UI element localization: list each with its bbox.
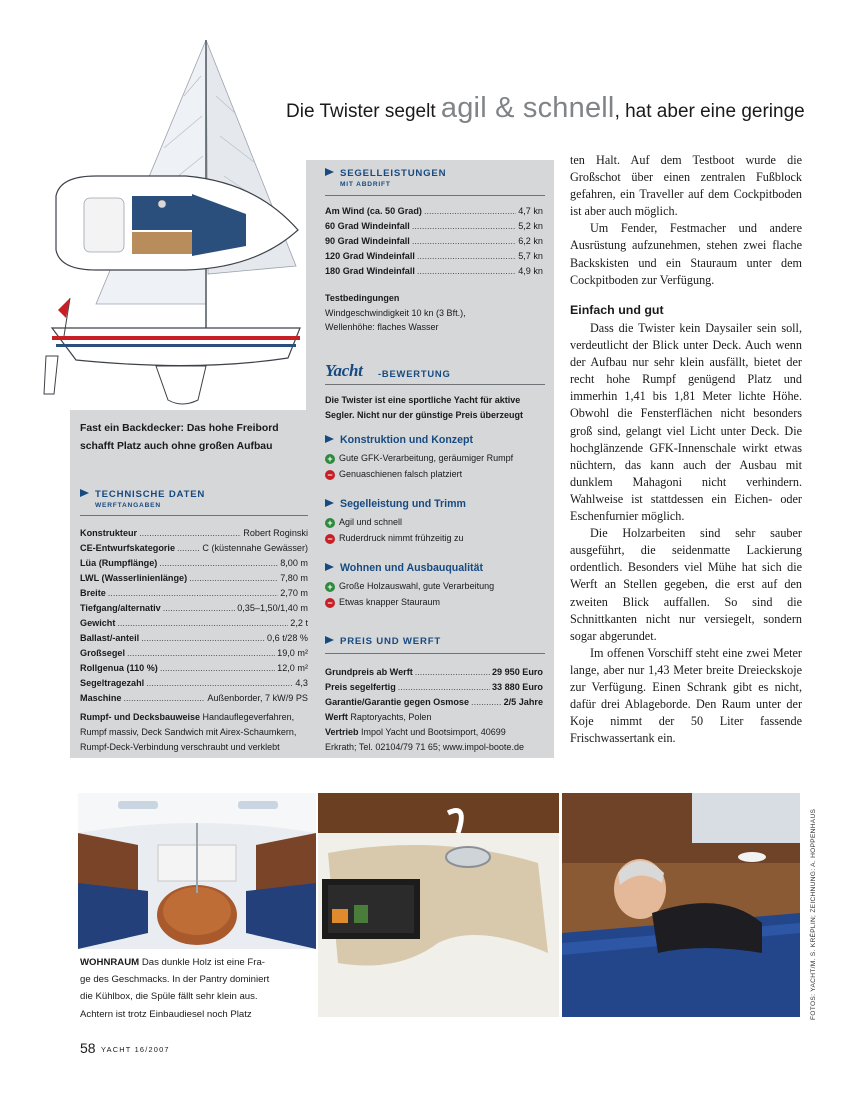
spec-label: Segeltragezahl xyxy=(80,678,145,688)
triangle-icon xyxy=(325,168,334,176)
spec-row xyxy=(80,556,308,571)
leader-dots xyxy=(417,249,516,264)
photo-caption-line4: Achtern ist trotz Einbaudiesel noch Platz xyxy=(80,1008,252,1020)
category-title: Konstruktion und Konzept xyxy=(340,434,473,446)
sailing-title: SEGELLEISTUNGEN xyxy=(340,168,447,179)
spec-value: 5,2 kn xyxy=(518,221,543,231)
rudder xyxy=(44,356,58,394)
leader-dots xyxy=(139,526,241,541)
spec-label: Am Wind (ca. 50 Grad) xyxy=(325,206,422,216)
con-text: Etwas knapper Stauraum xyxy=(339,597,441,607)
body-column-bottom xyxy=(570,320,802,747)
photo-credit: FOTOS: YACHT/M. S. KRÉPLIN; ZEICHNUNG: A. HOPPENHAUS xyxy=(810,808,817,1020)
paragraph: ten Halt. Auf dem Testboot wurde die Großschot über einen zentralen Fußblock gefahren, ein Traveller auf dem Cockpitboden ist aber auch möglich. xyxy=(570,153,802,219)
price-list xyxy=(325,665,543,710)
price-title: PREIS UND WERFT xyxy=(340,636,442,647)
pro-text: Gute GFK-Verarbeitung, geräumiger Rumpf xyxy=(339,453,514,463)
leader-dots xyxy=(159,556,278,571)
triangle-icon xyxy=(325,563,334,571)
con-text: Genuaschienen falsch platziert xyxy=(339,469,463,479)
pro-text: Agil und schnell xyxy=(339,517,403,527)
body-column-top xyxy=(570,152,802,289)
spec-value: 33 880 Euro xyxy=(491,682,543,692)
vertrieb-line2: Erkrath; Tel. 02104/79 71 65; www.impol-boote.de xyxy=(325,742,524,752)
triangle-icon xyxy=(80,489,89,497)
minus-icon: − xyxy=(325,598,335,608)
vertrieb-value: Impol Yacht und Bootsimport, 40699 xyxy=(358,727,506,737)
spec-row xyxy=(325,665,543,680)
leader-dots xyxy=(127,646,275,661)
tech-subtitle: WERFTANGABEN xyxy=(95,502,161,509)
keel xyxy=(156,366,206,404)
spec-label: 90 Grad Windeinfall xyxy=(325,236,410,246)
construction-line2: Rumpf massiv, Deck Sandwich mit Airex-Schaumkern, xyxy=(80,727,297,737)
spec-label: 120 Grad Windeinfall xyxy=(325,251,415,261)
leader-dots xyxy=(424,204,516,219)
category-title: Wohnen und Ausbauqualität xyxy=(340,562,484,574)
tech-rule xyxy=(80,515,308,516)
test-line1: Windgeschwindigkeit 10 kn (3 Bft.), xyxy=(325,307,466,318)
magazine-issue: YACHT 16/2007 xyxy=(101,1045,170,1054)
spec-row xyxy=(325,249,543,264)
photo-caption xyxy=(80,954,316,1023)
spec-value: 0,6 t/28 % xyxy=(267,633,308,643)
spec-value: 8,00 m xyxy=(280,558,308,568)
spec-row xyxy=(325,204,543,219)
yacht-logo: Yacht xyxy=(325,361,363,380)
headline-part1: Die Twister segelt xyxy=(286,101,441,122)
spec-value: 6,2 kn xyxy=(518,236,543,246)
photo-pantry xyxy=(318,793,559,1017)
price-rule xyxy=(325,653,545,654)
paragraph: Im offenen Vorschiff steht eine zwei Meter lange, aber nur 1,43 Meter breite Dreieckskoje zur Verfügung. Einen Schrank gibt es nicht, dafür drei Ablageborde. Den Raum unter der Koje nimmt der 50 Liter fassende Frischwassertank ein. xyxy=(570,645,802,746)
sailing-heading xyxy=(325,168,446,179)
leader-dots xyxy=(163,601,236,616)
con-point xyxy=(325,467,462,481)
triangle-icon xyxy=(325,499,334,507)
rating-intro-line2: Segler. Nicht nur der günstige Preis überzeugt xyxy=(325,410,524,420)
photo-caption-line2: ge des Geschmacks. In der Pantry dominiert xyxy=(80,974,270,986)
leader-dots xyxy=(398,680,490,695)
spec-label: Maschine xyxy=(80,693,122,703)
spec-row xyxy=(80,691,308,706)
test-title: Testbedingungen xyxy=(325,293,400,303)
photo-caption-line3: die Kühlbox, die Spüle fällt sehr klein aus. xyxy=(80,991,258,1003)
paragraph: Die Holzarbeiten sind sehr sauber ausgeführt, die seidenmatte Lackierung ordentlich. Besonders viel Mühe hat sich die Werft an Stellen gegeben, die erst auf den zweiten Blick auffallen. So sind die Schnittkanten nicht nur versiegelt, sondern sogar abgerundet. xyxy=(570,526,802,643)
spec-row xyxy=(325,219,543,234)
photo-caption-label: WOHNRAUM xyxy=(80,957,140,968)
spec-label: Großsegel xyxy=(80,648,125,658)
leader-dots xyxy=(412,219,516,234)
leader-dots xyxy=(108,586,278,601)
spec-value: 19,0 m² xyxy=(277,648,308,658)
tech-heading xyxy=(80,489,205,500)
con-point xyxy=(325,531,464,545)
category-title: Segelleistung und Trimm xyxy=(340,498,466,510)
plus-icon: + xyxy=(325,518,335,528)
spec-value: 4,3 xyxy=(295,678,308,688)
photo-forward-berth xyxy=(562,793,800,1017)
spec-label: Ballast/-anteil xyxy=(80,633,140,643)
minus-icon: − xyxy=(325,470,335,480)
spec-row xyxy=(80,616,308,631)
triangle-icon xyxy=(325,636,334,644)
tech-spec-list xyxy=(80,526,308,706)
category-heading xyxy=(325,498,466,510)
werft-value: Raptoryachts, Polen xyxy=(347,712,432,722)
pro-text: Große Holzauswahl, gute Verarbeitung xyxy=(339,581,495,591)
spec-value: 2,70 m xyxy=(280,588,308,598)
spec-label: CE-Entwurfskategorie xyxy=(80,543,175,553)
spec-row xyxy=(325,264,543,279)
plus-icon: + xyxy=(325,454,335,464)
headline-emphasis: agil & schnell xyxy=(440,92,615,124)
minus-icon: − xyxy=(325,534,335,544)
headline xyxy=(286,92,816,125)
spec-label: Lüa (Rumpflänge) xyxy=(80,558,158,568)
leader-dots xyxy=(412,234,516,249)
spec-row xyxy=(80,526,308,541)
paragraph: Um Fender, Festmacher und andere Ausrüstung aufzunehmen, stehen zwei flache Backskisten und ein Stauraum unter dem Cockpitboden zur Verfügung. xyxy=(570,221,802,287)
headline-part2: , hat aber eine geringe xyxy=(614,101,805,122)
spec-value: 7,80 m xyxy=(280,573,308,583)
category-heading xyxy=(325,562,483,574)
construction-text xyxy=(80,710,310,755)
spec-value: 12,0 m² xyxy=(277,663,308,673)
spec-label: 60 Grad Windeinfall xyxy=(325,221,410,231)
spec-label: Gewicht xyxy=(80,618,116,628)
spec-label: Rollgenua (110 %) xyxy=(80,663,158,673)
spec-label: Garantie/Garantie gegen Osmose xyxy=(325,697,470,707)
construction-line1: Handauflegeverfahren, xyxy=(200,712,295,722)
leader-dots xyxy=(117,616,288,631)
price-heading xyxy=(325,636,441,647)
sailboat-drawing xyxy=(36,36,316,408)
con-text: Ruderdruck nimmt frühzeitig zu xyxy=(339,533,464,543)
spec-value: Außenborder, 7 kW/9 PS xyxy=(207,693,308,703)
spec-value: 2/5 Jahre xyxy=(503,697,543,707)
con-point xyxy=(325,595,440,609)
hull-stripe-blue xyxy=(56,344,296,347)
spec-value: Robert Roginski xyxy=(243,528,308,538)
plus-icon: + xyxy=(325,582,335,592)
spec-row xyxy=(80,676,308,691)
test-conditions xyxy=(325,291,550,335)
pro-point xyxy=(325,451,513,465)
werft-info xyxy=(325,710,550,755)
rating-rule xyxy=(325,384,545,385)
page-number: 58 xyxy=(80,1040,96,1056)
spec-row xyxy=(80,646,308,661)
drawing-caption: Fast ein Backdecker: Das hohe Freibord schafft Platz auch ohne großen Aufbau xyxy=(80,423,279,452)
spec-row xyxy=(325,680,543,695)
sailing-list xyxy=(325,204,543,279)
spec-row xyxy=(80,631,308,646)
rating-intro-line1: Die Twister ist eine sportliche Yacht für aktive xyxy=(325,395,521,405)
construction-label: Rumpf- und Decksbauweise xyxy=(80,712,201,722)
spec-row xyxy=(80,601,308,616)
sink xyxy=(158,200,166,208)
spec-row xyxy=(80,541,308,556)
leader-dots xyxy=(471,695,502,710)
spec-value: 4,9 kn xyxy=(518,266,543,276)
werft-label: Werft xyxy=(325,712,348,722)
rating-intro xyxy=(325,393,550,423)
rating-title: -BEWERTUNG xyxy=(378,368,451,379)
triangle-icon xyxy=(325,435,334,443)
sailing-subtitle: MIT ABDRIFT xyxy=(340,181,391,188)
spec-row xyxy=(80,586,308,601)
leader-dots xyxy=(189,571,278,586)
spec-label: Grundpreis ab Werft xyxy=(325,667,413,677)
spec-value: 0,35–1,50/1,40 m xyxy=(237,603,308,613)
leader-dots xyxy=(160,661,275,676)
leader-dots xyxy=(141,631,265,646)
leader-dots xyxy=(177,541,200,556)
spec-value: 2,2 t xyxy=(290,618,308,628)
leader-dots xyxy=(415,665,490,680)
vertrieb-label: Vertrieb xyxy=(325,727,359,737)
leader-dots xyxy=(417,264,516,279)
subheading: Einfach und gut xyxy=(570,303,664,317)
cockpit xyxy=(84,198,124,252)
spec-label: Preis segelfertig xyxy=(325,682,396,692)
leader-dots xyxy=(123,691,205,706)
pro-point xyxy=(325,579,494,593)
spec-value: 5,7 kn xyxy=(518,251,543,261)
spec-label: Tiefgang/alternativ xyxy=(80,603,161,613)
spec-label: LWL (Wasserlinienlänge) xyxy=(80,573,188,583)
spec-row xyxy=(325,695,543,710)
construction-line3: Rumpf-Deck-Verbindung verschraubt und verklebt xyxy=(80,742,280,752)
spec-row xyxy=(325,234,543,249)
leader-dots xyxy=(146,676,293,691)
spec-label: Konstrukteur xyxy=(80,528,138,538)
spec-value: C (küstennahe Gewässer) xyxy=(202,543,308,553)
spec-value: 29 950 Euro xyxy=(491,667,543,677)
spec-label: 180 Grad Windeinfall xyxy=(325,266,415,276)
spec-row xyxy=(80,571,308,586)
category-heading xyxy=(325,434,473,446)
hull-stripe-red xyxy=(52,336,300,340)
pro-point xyxy=(325,515,402,529)
test-line2: Wellenhöhe: flaches Wasser xyxy=(325,322,439,332)
cabin-table xyxy=(132,232,192,254)
spec-label: Breite xyxy=(80,588,106,598)
photo-saloon xyxy=(78,793,316,949)
sailing-rule xyxy=(325,195,545,196)
spec-row xyxy=(80,661,308,676)
spec-value: 4,7 kn xyxy=(518,206,543,216)
photo-caption-line1: Das dunkle Holz ist eine Fra- xyxy=(139,957,265,968)
paragraph: Dass die Twister kein Daysailer sein soll, verdeutlicht der Blick unter Deck. Auch wenn der Aufbau nur sehr klein ausfällt, bietet der recht hohe Rumpf genügend Platz und immerhin 1,41 bis 1,81 Meter lichte Höhe. Obwohl die Fensterflächen nicht besonders groß sind, gelangt viel Licht unter Deck. Die hochglänzende GFK-Innenschale wirkt etwas nüchtern, das kann auch der Ausbau mit dunklem Mahagoni nicht verhindern. Wahlweise ist stattdessen ein Eichen- oder Eschenfurnier möglich. xyxy=(570,321,802,524)
tech-title: TECHNISCHE DATEN xyxy=(95,489,206,500)
